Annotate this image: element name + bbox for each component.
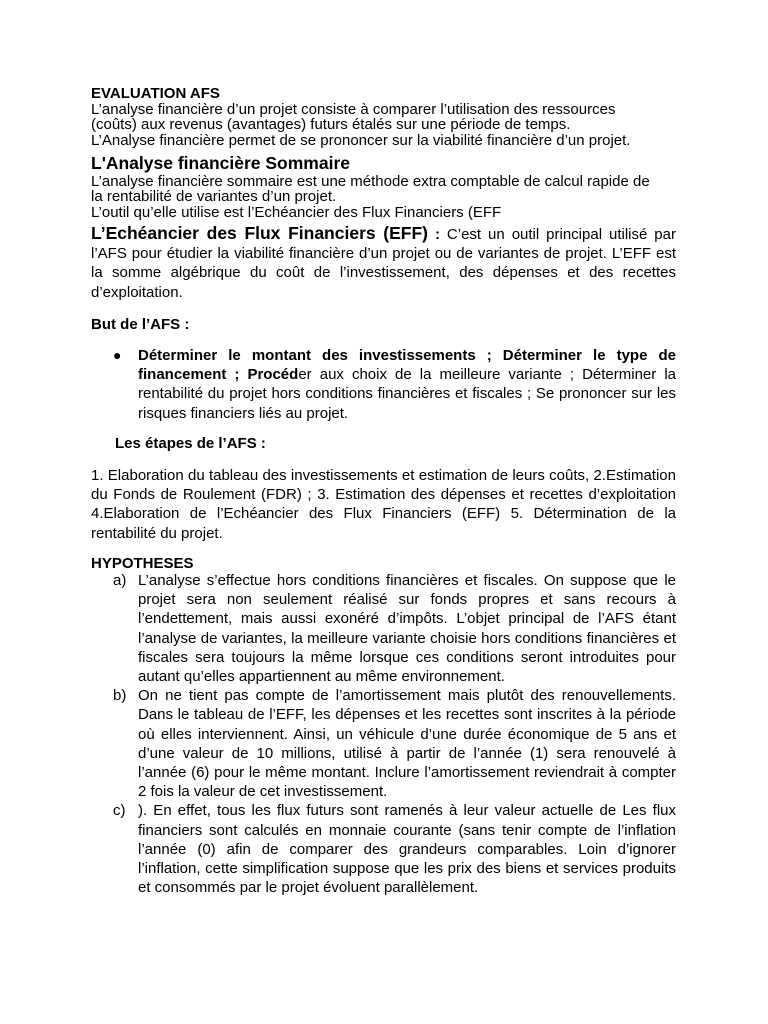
bullet-icon: ● (113, 347, 122, 363)
but-rest-text: er aux choix de la meilleure variante ; Déterminer la rentabilité du projet hors conditions financières et fiscales ; Se prononcer sur les risques financiers liés au projet. (138, 366, 676, 422)
but-bullet-text (138, 346, 676, 423)
list-marker: a) (113, 572, 127, 589)
intro-line: L’Analyse financière permet de se prononcer sur la viabilité financière d’un projet. (91, 131, 631, 149)
list-item (91, 801, 676, 897)
list-item-text: ). En effet, tous les flux futurs sont ramenés à leur valeur actuelle de Les flux financiers sont calculés en monnaie courante (sans tenir compte de l’inflation l’année (0) afin de comparer des grandeurs comparables. Loin d’ignorer l’inflation, cette simplification suppose que les prix des biens et services produits et consommés par le projet évoluent parallèlement. (138, 802, 676, 897)
list-item-text: On ne tient pas compte de l’amortissement mais plutôt des renouvellements. Dans le tableau de l’EFF, les dépenses et les recettes sont inscrites à la période où elles interviennent. Ainsi, un véhicule d’une durée économique de 5 ans et d’une valeur de 10 millions, utilisé à partir de l’année (1) sera renouvelé à l’année (6) pour le même montant. Inclure l’amortissement reviendrait à compter 2 fois la valeur de cet investissement. (138, 687, 676, 801)
intro-line: (coûts) aux revenus (avantages) futurs étalés sur une période de temps. (91, 116, 571, 134)
eff-paragraph (91, 224, 676, 302)
list-marker: b) (113, 687, 127, 705)
list-item (91, 571, 676, 686)
sommaire-line: L’outil qu’elle utilise est l’Echéancier des Flux Financiers (EFF (91, 203, 502, 221)
sommaire-line: L’analyse financière sommaire est une méthode extra comptable de calcul rapide de (91, 173, 650, 190)
etapes-paragraph: 1. Elaboration du tableau des investissements et estimation de leurs coûts, 2.Estimation du Fonds de Roulement (FDR) ; 3. Estimation des dépenses et recettes d’exploitation 4.Elaboration de l’Echéancier des Flux Financiers (EFF) 5. Détermination de la rentabilité du projet. (91, 467, 676, 542)
heading-analyse-sommaire: L'Analyse financière Sommaire (91, 153, 350, 173)
sommaire-paragraph (91, 174, 676, 220)
intro-line: L’analyse financière d’un projet consiste à comparer l’utilisation des ressources (91, 101, 616, 118)
heading-evaluation: EVALUATION AFS (91, 85, 220, 102)
intro-paragraph (91, 102, 676, 148)
eff-text: C’est un outil principal utilisé par l’AFS pour étudier la viabilité financière d’un projet ou de variantes de projet. L’EFF est la somme algébrique du coût de l’investissement, des dépenses et des recettes d’exploitation. (91, 226, 676, 301)
heading-hypotheses: HYPOTHESES (91, 555, 194, 572)
sommaire-line: la rentabilité de variantes d’un projet. (91, 188, 337, 206)
list-marker: c) (113, 802, 126, 820)
list-item-text: L’analyse s’effectue hors conditions financières et fiscales. On suppose que le projet sera non seulement réalisé sur fonds propres et sans recours à l’endettement, mais aussi exonéré d’impôts. L’objet principal de l’AFS étant l’analyse de variantes, la meilleure variante choisie hors conditions financières et fiscales sera toujours la même lorsque ces conditions seront introduites pour autant qu’elles appartiennent au même environnement. (138, 572, 676, 686)
list-item (91, 686, 676, 801)
but-bold-text: Déterminer le montant des investissements ; Déterminer le type de financement ; Procéd (138, 347, 676, 384)
eff-colon: : (427, 226, 447, 243)
hypotheses-list (91, 571, 676, 897)
heading-but: But de l’AFS : (91, 316, 190, 333)
eff-heading: L’Echéancier des Flux Financiers (EFF) (91, 223, 428, 243)
heading-etapes: Les étapes de l’AFS : (115, 435, 266, 452)
